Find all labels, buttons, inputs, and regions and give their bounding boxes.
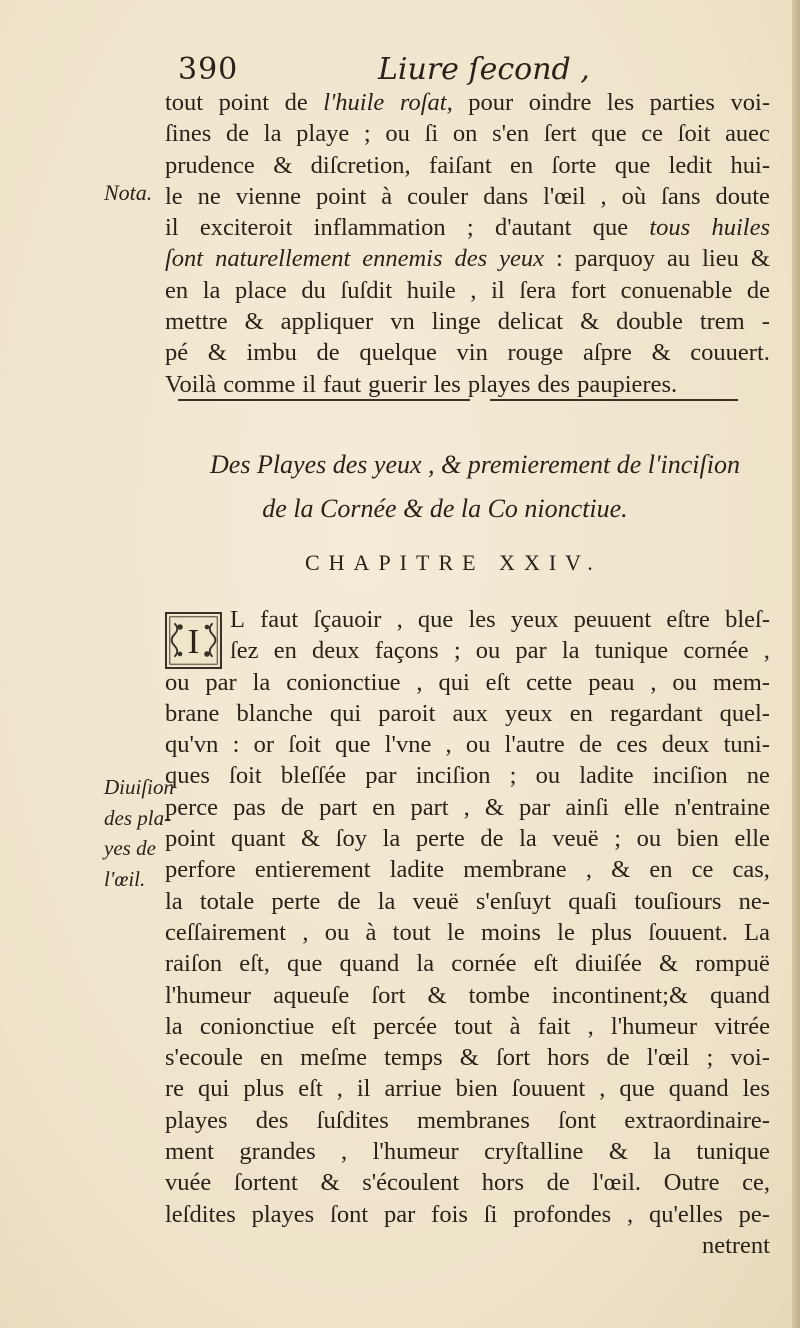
text-line: ſont naturellement ennemis des yeux : parquoy au lieu & [165, 245, 770, 273]
margin-note-nota: Nota. [104, 180, 153, 205]
text-line: Voilà comme il faut guerir les playes des paupieres. [165, 370, 678, 398]
text-line: ment grandes , l'humeur cryſtalline & la tunique [165, 1138, 770, 1166]
text-line: il exciteroit inflammation ; d'autant que tous huiles [165, 214, 770, 242]
running-title: Liure ſecond , [378, 52, 590, 87]
text-line: prudence & diſcretion, faiſant en ſorte que ledit hui- [165, 151, 770, 179]
margin-note-line: yes de [104, 836, 156, 860]
text-line: playes des ſuſdites membranes ſont extraordinaire- [165, 1106, 770, 1134]
text-line: en la place du ſuſdit huile , il ſera fort conuenable de [165, 276, 770, 304]
text-line: ſez en deux façons ; ou par la tunique cornée , [230, 637, 770, 665]
margin-note-line: des pla- [104, 805, 172, 830]
text-line: perfore entierement ladite membrane , & en ce cas, [165, 856, 770, 884]
text-line: ou par la conionctiue , qui eſt cette peau , ou mem- [165, 668, 770, 696]
divider-rule-right [490, 399, 738, 401]
text-line: mettre & appliquer vn linge delicat & double trem - [165, 308, 770, 336]
ornamental-initial-letter: I [187, 622, 200, 662]
text-line: brane blanche qui paroit aux yeux en regardant quel- [165, 699, 770, 727]
text-line: vuée ſortent & s'écoulent hors de l'œil. Outre ce, [165, 1169, 770, 1197]
paragraph-1 [165, 87, 770, 400]
text-line: l'humeur aqueuſe ſort & tombe incontinent;& quand [165, 981, 770, 1009]
text-line: la conionctiue eſt percée tout à fait , l'humeur vitrée [165, 1012, 770, 1040]
text-line: tout point de l'huile roſat, pour oindre les parties voi- [165, 89, 770, 116]
section-divider [178, 395, 738, 405]
text-line: la totale perte de la veuë s'enſuyt quaſi touſiours ne- [165, 887, 770, 915]
text-line: L faut ſçauoir , que les yeux peuuent eſtre bleſ- [230, 606, 770, 633]
page-number: 390 [178, 52, 239, 87]
margin-note-diuision [104, 772, 174, 894]
text-line: le ne vienne point à couler dans l'œil , où ſans doute [165, 182, 770, 210]
text-line: point quant & ſoy la perte de la veuë ; ou bien elle [165, 825, 770, 853]
page-edge [792, 0, 800, 1328]
text-line: perce pas de part en part , & par ainſi elle n'entraine [165, 793, 770, 821]
paragraph-2 [165, 604, 770, 1261]
text-line: raiſon eſt, que quand la cornée eſt diuiſée & rompuë [165, 950, 770, 978]
text-line: ſines de la playe ; ou ſi on s'en ſert que ce ſoit auec [165, 120, 770, 148]
section-heading-line-1: Des Playes des yeux , & premierement de l'inciſion [210, 450, 740, 479]
chapter-title: CHAPITRE XXIV. [305, 550, 602, 575]
text-line: ques ſoit bleſſée par inciſion ; ou ladite inciſion ne [165, 762, 770, 790]
margin-note-line: l'œil. [104, 866, 146, 891]
section-heading-line-2: de la Cornée & de la Co nionctiue. [262, 494, 628, 523]
text-line: re qui plus eſt , il arriue bien ſouuent , que quand les [165, 1075, 770, 1103]
text-line: qu'vn : or ſoit que l'vne , ou l'autre de ces deux tuni- [165, 731, 770, 759]
text-line: ceſſairement , ou à tout le moins le plus ſouuent. La [165, 918, 770, 946]
margin-note-line: Diuiſion [104, 775, 175, 799]
text-line: pé & imbu de quelque vin rouge aſpre & couuert. [165, 339, 770, 367]
divider-rule-left [178, 399, 470, 401]
text-line: netrent [701, 1231, 770, 1259]
text-line: s'ecoule en meſme temps & ſort hors de l'œil ; voi- [165, 1044, 770, 1072]
text-line: leſdites playes ſont par fois ſi profondes , qu'elles pe- [165, 1200, 770, 1228]
